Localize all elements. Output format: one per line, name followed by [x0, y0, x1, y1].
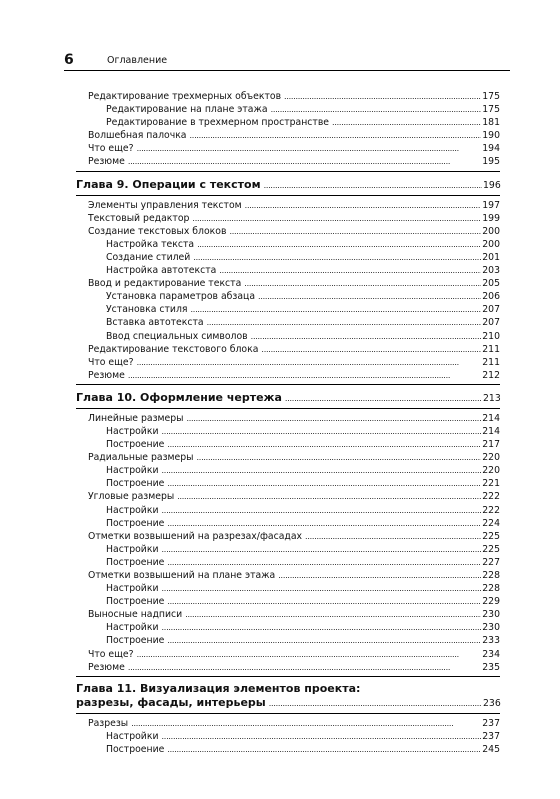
toc-entry-title: Настройки: [106, 543, 159, 555]
toc-entry-title: Построение: [106, 478, 165, 490]
toc-entry-title: Настройки: [106, 730, 159, 742]
toc-chapter[interactable]: [76, 177, 500, 192]
toc-entry-title: Резюме: [88, 661, 125, 673]
toc-subsection[interactable]: [76, 290, 500, 303]
toc-leader-dots: [261, 343, 481, 356]
toc-entry-title: Построение: [106, 596, 165, 608]
toc-subsection[interactable]: [76, 251, 500, 264]
toc-page-number: 245: [482, 743, 500, 755]
chapter-rule: [76, 384, 500, 385]
toc-entry-title: Волшебная палочка: [88, 130, 187, 142]
toc-page-number: 206: [482, 291, 500, 303]
toc-entry-title: Редактирование на плане этажа: [106, 104, 268, 116]
toc-entry-title: Ввод специальных символов: [106, 330, 248, 342]
toc-subsection[interactable]: [76, 582, 500, 595]
toc-leader-dots: [167, 517, 481, 530]
toc-page-number: 229: [482, 596, 500, 608]
toc-page-number: 214: [482, 412, 500, 424]
toc-page-number: 225: [482, 530, 500, 542]
toc-leader-dots: [229, 225, 481, 238]
toc-page-number: 212: [482, 369, 500, 381]
toc-leader-dots: [197, 238, 481, 251]
toc-leader-dots: [207, 316, 482, 329]
toc-leader-dots: [162, 730, 482, 743]
toc-leader-dots: [177, 490, 481, 503]
toc-entry-title: Редактирование текстового блока: [88, 343, 259, 355]
toc-entry-title: Настройки: [106, 622, 159, 634]
toc-leader-dots: [284, 90, 481, 103]
toc-leader-dots: [190, 129, 482, 142]
toc-chapter-title: Глава 11. Визуализация элементов проекта:: [76, 681, 361, 695]
toc-leader-dots: [162, 543, 482, 556]
toc-page-number: 220: [482, 465, 500, 477]
toc-entry-title: Установка параметров абзаца: [106, 291, 256, 303]
toc-entry-title: Редактирование трехмерных объектов: [88, 91, 282, 102]
running-title: Оглавление: [107, 55, 168, 66]
chapter-rule: [76, 195, 500, 196]
toc-leader-dots: [219, 264, 481, 277]
toc-page-number: 225: [482, 543, 500, 555]
toc-leader-dots: [167, 438, 481, 451]
toc-subsection[interactable]: [76, 316, 500, 329]
toc-leader-dots: [167, 556, 481, 569]
toc-subsection[interactable]: [76, 425, 500, 438]
toc-page-number: 199: [482, 212, 500, 224]
toc-entry-title: Построение: [106, 517, 165, 529]
toc-leader-dots: [258, 290, 481, 303]
toc-page-number: 205: [482, 278, 500, 290]
toc-entry-title: Что еще?: [88, 356, 134, 368]
toc-leader-dots: [128, 155, 481, 168]
toc-subsection[interactable]: [76, 330, 500, 343]
toc-entry-title: Отметки возвышений на плане этажа: [88, 570, 276, 581]
toc-chapter-title-line2: [76, 696, 500, 710]
toc-page-number: 237: [482, 717, 500, 729]
toc-page-number: 228: [482, 570, 500, 581]
toc-chapter-subtitle: разрезы, фасады, интерьеры: [76, 695, 266, 709]
toc-section[interactable]: [76, 530, 500, 543]
toc-subsection[interactable]: [76, 517, 500, 530]
toc-entry-title: Создание текстовых блоков: [88, 225, 227, 237]
toc-section[interactable]: [76, 661, 500, 674]
toc-leader-dots: [185, 608, 481, 621]
toc-entry-title: Построение: [106, 556, 165, 568]
toc-leader-dots: [128, 661, 481, 674]
toc-section[interactable]: [76, 412, 500, 425]
toc-entry-title: Радиальные размеры: [88, 452, 194, 464]
toc-leader-dots: [137, 142, 482, 155]
toc-leader-dots: [137, 648, 482, 661]
toc-leader-dots: [305, 530, 481, 543]
page-number: 6: [64, 52, 74, 68]
toc-section[interactable]: [76, 225, 500, 238]
toc-page-number: 217: [482, 439, 500, 451]
toc-page-number: 214: [482, 425, 500, 437]
toc-leader-dots: [162, 621, 482, 634]
toc-subsection[interactable]: [76, 743, 500, 756]
toc-entry-title: Резюме: [88, 369, 125, 381]
toc-section[interactable]: [76, 155, 500, 168]
toc-entry-title: Ввод и редактирование текста: [88, 278, 242, 290]
toc-page-number: 207: [482, 317, 500, 329]
toc-entry-title: Отметки возвышений на разрезах/фасадах: [88, 530, 303, 542]
toc-subsection[interactable]: [76, 595, 500, 608]
toc-entry-title: Выносные надписи: [88, 609, 183, 621]
toc-entry-title: Установка стиля: [106, 304, 188, 316]
toc-section[interactable]: [76, 212, 500, 225]
toc-leader-dots: [162, 582, 482, 595]
table-of-contents: [76, 90, 500, 756]
toc-page-number: 194: [482, 143, 500, 155]
toc-subsection[interactable]: [76, 730, 500, 743]
toc-subsection[interactable]: [76, 621, 500, 634]
toc-page-number: 236: [483, 697, 501, 709]
toc-leader-dots: [167, 743, 481, 756]
toc-leader-dots: [271, 103, 482, 116]
toc-section[interactable]: [76, 648, 500, 661]
toc-page-number: 201: [482, 251, 500, 263]
toc-subsection[interactable]: [76, 438, 500, 451]
toc-leader-dots: [197, 451, 482, 464]
toc-entry-title: Текстовый редактор: [88, 212, 190, 224]
toc-leader-dots: [186, 412, 481, 425]
chapter-rule: [76, 408, 500, 409]
toc-leader-dots: [245, 199, 482, 212]
toc-section[interactable]: [76, 569, 500, 582]
toc-entry-title: Редактирование в трехмерном пространстве: [106, 117, 330, 129]
toc-entry-title: Вставка автотекста: [106, 317, 204, 329]
toc-page-number: 222: [482, 504, 500, 516]
toc-chapter[interactable]: [76, 390, 500, 405]
toc-page-number: 175: [482, 104, 500, 116]
toc-section[interactable]: [76, 451, 500, 464]
toc-leader-dots: [162, 464, 482, 477]
toc-page-number: 197: [482, 199, 500, 211]
toc-subsection[interactable]: [76, 543, 500, 556]
toc-entry-title: Что еще?: [88, 648, 134, 660]
toc-entry-title: Построение: [106, 635, 165, 647]
toc-chapter-title: Глава 9. Операции с текстом: [76, 177, 261, 191]
toc-page-number: 220: [482, 452, 500, 464]
toc-entry-title: Настройка текста: [106, 238, 195, 250]
toc-page-number: 211: [482, 356, 500, 368]
toc-leader-dots: [191, 303, 482, 316]
toc-section[interactable]: [76, 199, 500, 212]
toc-entry-title: Настройки: [106, 583, 159, 595]
toc-entry-title: Настройки: [106, 425, 159, 437]
toc-leader-dots: [167, 477, 481, 490]
header-rule: [64, 70, 510, 71]
toc-page-number: 235: [482, 661, 500, 673]
toc-subsection[interactable]: [76, 103, 500, 116]
toc-entry-title: Создание стилей: [106, 251, 191, 263]
chapter-rule: [76, 713, 500, 714]
toc-page-number: 213: [483, 392, 501, 404]
toc-page-number: 230: [482, 609, 500, 621]
toc-entry-title: Резюме: [88, 156, 125, 168]
toc-page-number: 175: [482, 91, 500, 102]
toc-page-number: 207: [482, 304, 500, 316]
chapter-rule: [76, 171, 500, 172]
toc-page-number: 211: [482, 343, 500, 355]
toc-subsection[interactable]: [76, 464, 500, 477]
toc-subsection[interactable]: [76, 116, 500, 129]
toc-page-number: 234: [482, 648, 500, 660]
toc-page-number: 237: [482, 730, 500, 742]
toc-subsection[interactable]: [76, 303, 500, 316]
running-header: [64, 52, 510, 70]
toc-leader-dots: [192, 212, 481, 225]
toc-subsection[interactable]: [76, 264, 500, 277]
toc-leader-dots: [167, 595, 481, 608]
toc-leader-dots: [269, 696, 482, 711]
toc-subsection[interactable]: [76, 238, 500, 251]
toc-page-number: 195: [482, 156, 500, 168]
toc-page-number: 210: [482, 330, 500, 342]
toc-section[interactable]: [76, 490, 500, 503]
toc-page-number: 227: [482, 556, 500, 568]
toc-section[interactable]: [76, 277, 500, 290]
toc-entry-title: Элементы управления текстом: [88, 199, 242, 211]
toc-leader-dots: [244, 277, 481, 290]
toc-section[interactable]: [76, 608, 500, 621]
toc-entry-title: Что еще?: [88, 143, 134, 155]
toc-entry-title: Построение: [106, 439, 165, 451]
toc-page-number: 196: [483, 179, 501, 191]
toc-subsection[interactable]: [76, 504, 500, 517]
toc-leader-dots: [278, 569, 481, 582]
toc-section[interactable]: [76, 356, 500, 369]
toc-leader-dots: [251, 330, 482, 343]
toc-subsection[interactable]: [76, 556, 500, 569]
toc-page-number: 190: [482, 130, 500, 142]
toc-page-number: 233: [482, 635, 500, 647]
toc-entry-title: Угловые размеры: [88, 491, 175, 503]
toc-subsection[interactable]: [76, 477, 500, 490]
toc-section[interactable]: [76, 90, 500, 103]
toc-entry-title: Построение: [106, 743, 165, 755]
toc-entry-title: Линейные размеры: [88, 412, 184, 424]
toc-page-number: 200: [482, 225, 500, 237]
toc-leader-dots: [137, 356, 482, 369]
toc-page-number: 222: [482, 491, 500, 503]
toc-page-number: 200: [482, 238, 500, 250]
toc-entry-title: Настройка автотекста: [106, 265, 217, 277]
toc-leader-dots: [264, 177, 482, 193]
toc-section[interactable]: [76, 129, 500, 142]
toc-page-number: 224: [482, 517, 500, 529]
toc-page-number: 221: [482, 478, 500, 490]
toc-leader-dots: [128, 369, 481, 382]
toc-leader-dots: [193, 251, 481, 264]
toc-section[interactable]: [76, 343, 500, 356]
toc-leader-dots: [167, 634, 481, 647]
toc-page-number: 203: [482, 265, 500, 277]
toc-leader-dots: [162, 425, 482, 438]
toc-entry-title: Настройки: [106, 504, 159, 516]
toc-entry-title: Разрезы: [88, 717, 129, 729]
toc-page-number: 230: [482, 622, 500, 634]
toc-leader-dots: [285, 390, 482, 406]
toc-section[interactable]: [76, 717, 500, 730]
toc-subsection[interactable]: [76, 634, 500, 647]
toc-page-number: 181: [482, 117, 500, 129]
toc-leader-dots: [131, 717, 481, 730]
toc-section[interactable]: [76, 142, 500, 155]
toc-leader-dots: [332, 116, 481, 129]
toc-section[interactable]: [76, 369, 500, 382]
toc-leader-dots: [162, 504, 482, 517]
toc-chapter-title: Глава 10. Оформление чертежа: [76, 390, 282, 404]
toc-entry-title: Настройки: [106, 465, 159, 477]
chapter-rule: [76, 676, 500, 677]
toc-page-number: 228: [482, 583, 500, 595]
toc-chapter[interactable]: [76, 682, 500, 710]
